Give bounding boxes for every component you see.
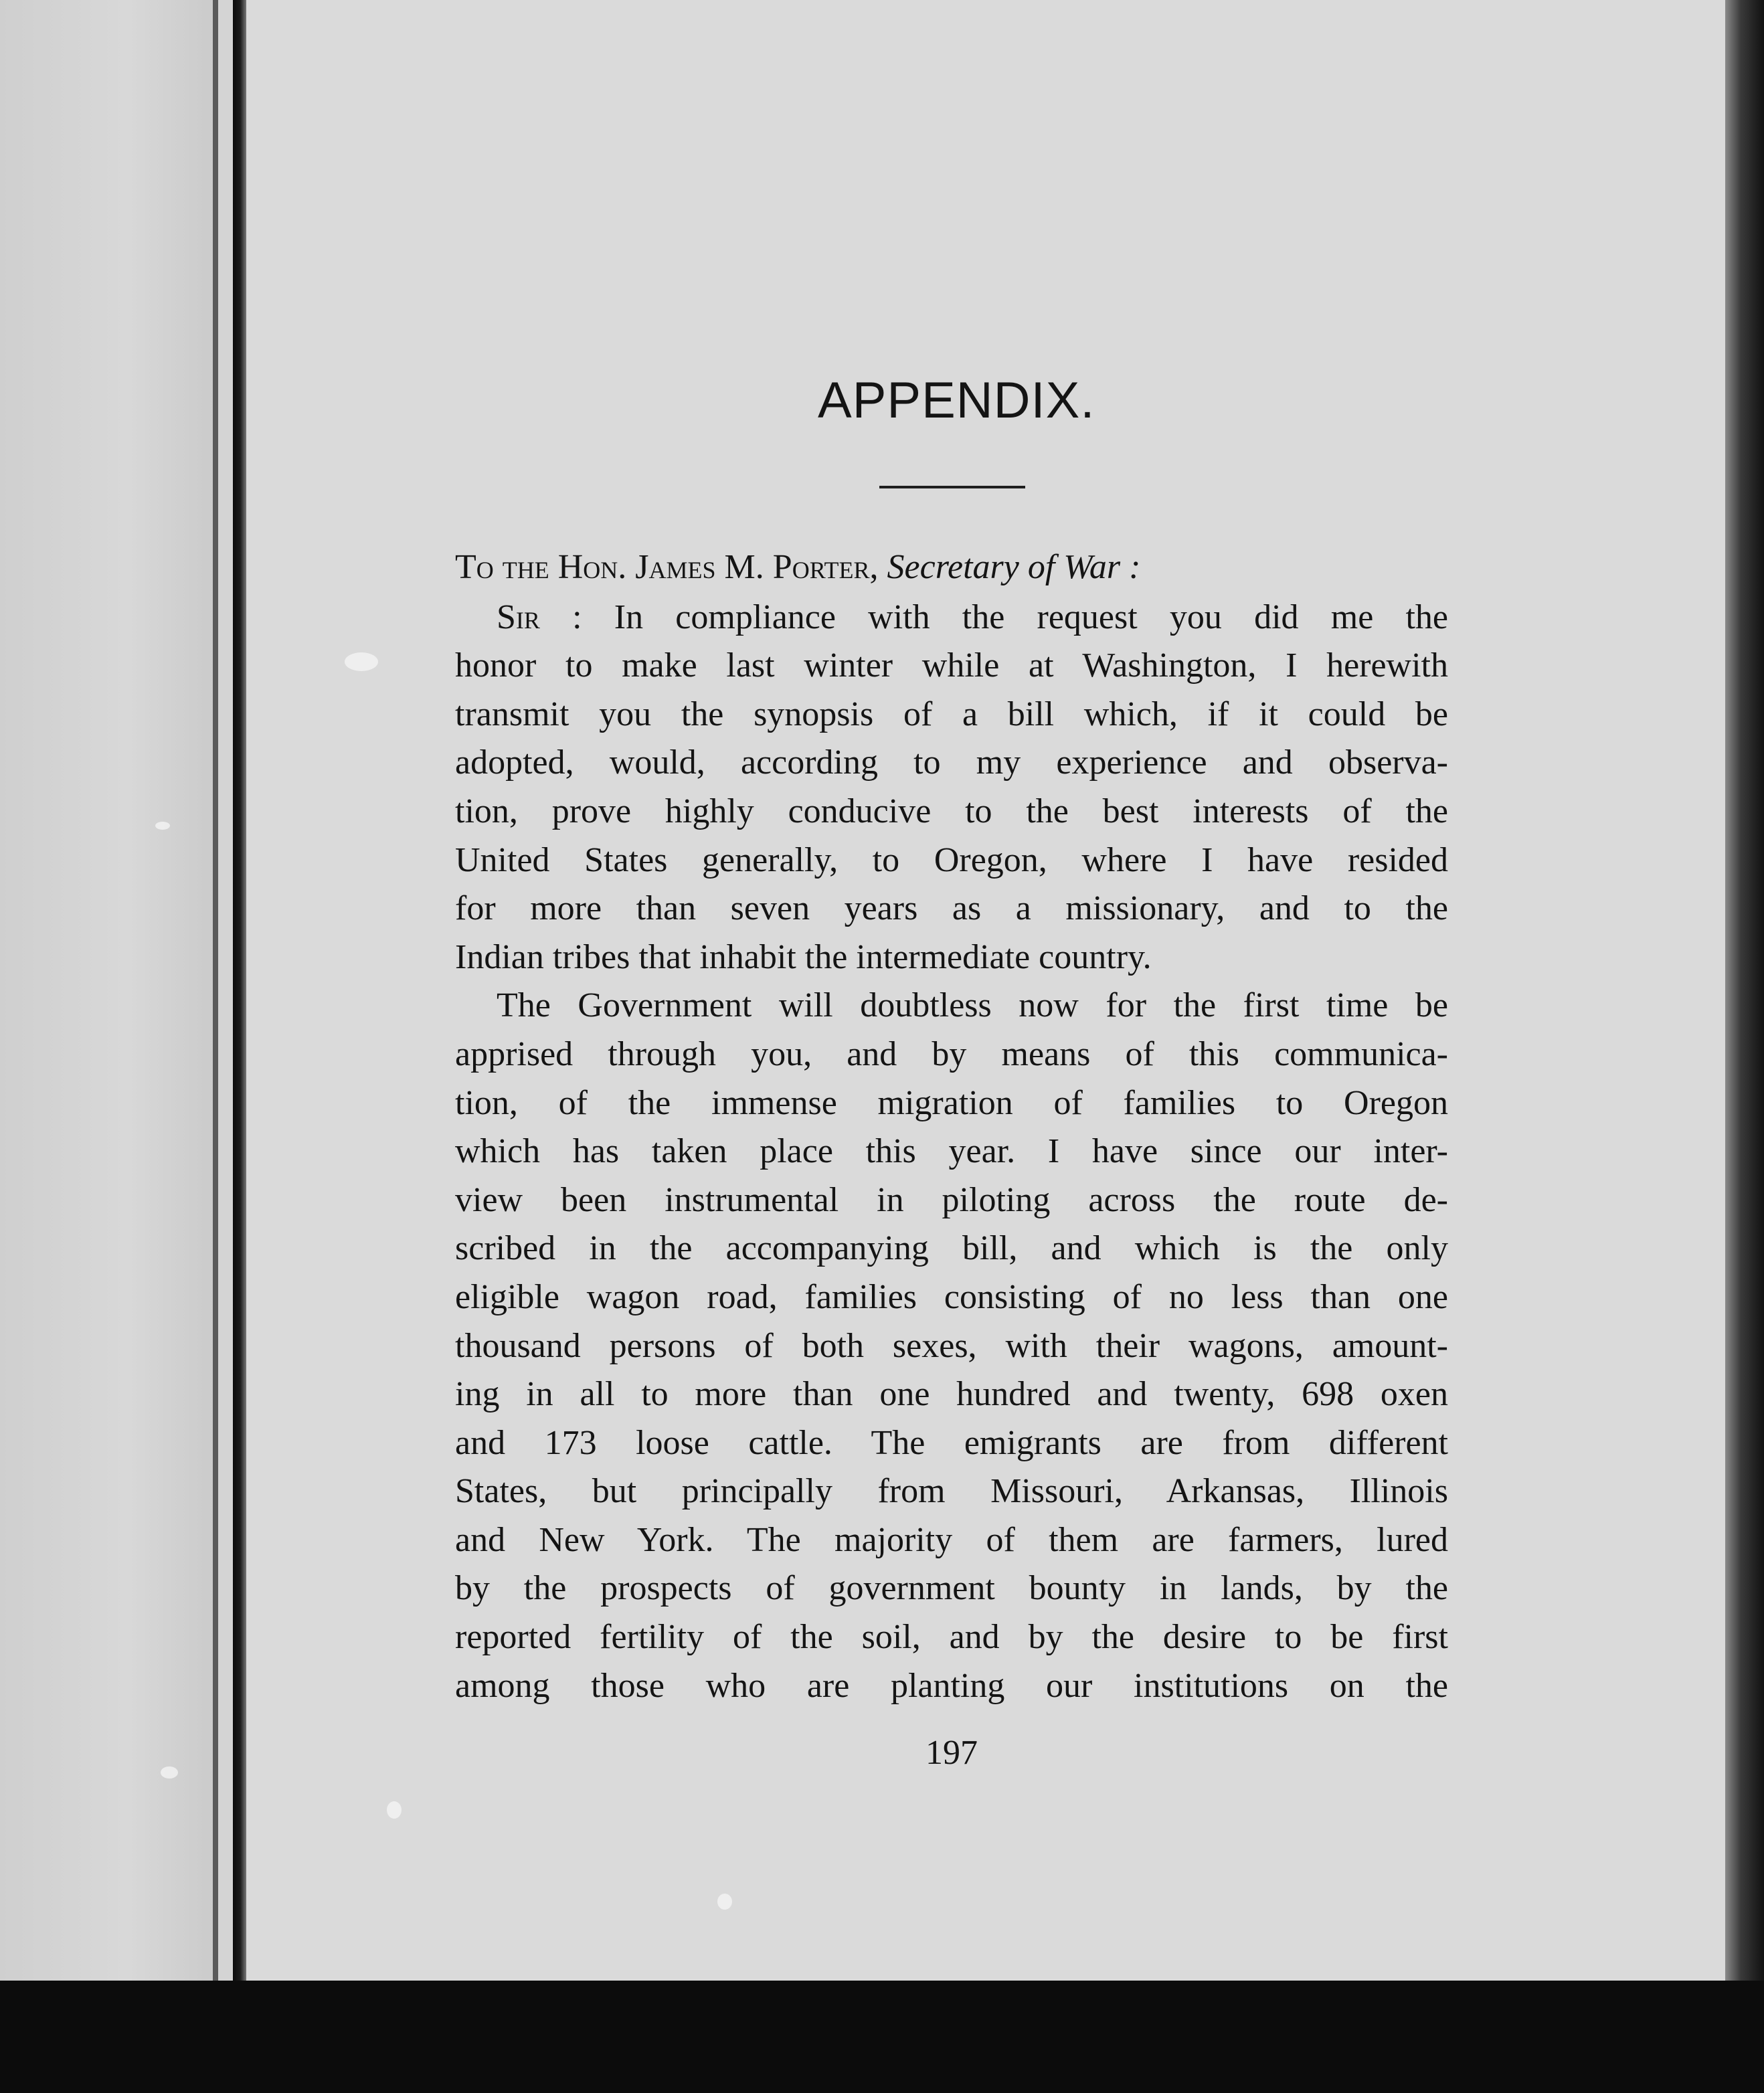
page-title: APPENDIX. xyxy=(818,372,1095,429)
text-line: reported fertility of the soil, and by the desire to be first xyxy=(455,1618,1448,1657)
text-line: honor to make last winter while at Washington, I herewith xyxy=(455,646,1448,685)
salutation-addressee: To the Hon. James M. Porter, xyxy=(455,548,879,586)
facing-page-edge xyxy=(0,0,213,1981)
text-line: and 173 loose cattle. The emigrants are from different xyxy=(455,1423,1448,1462)
text-line: adopted, would, according to my experience and observa- xyxy=(455,743,1448,782)
text-line: tion, of the immense migration of families to Oregon xyxy=(455,1083,1448,1122)
text-line: for more than seven years as a missionary, and to the xyxy=(455,889,1448,928)
scan-speck xyxy=(717,1894,732,1910)
scan-speck xyxy=(155,822,170,830)
text-line: among those who are planting our institutions on the xyxy=(455,1666,1448,1705)
text-line: The Government will doubtless now for the first time be xyxy=(497,986,1448,1025)
text-line: which has taken place this year. I have since our inter- xyxy=(455,1132,1448,1171)
salutation-line xyxy=(455,543,1448,592)
salutation-sir: Sir : xyxy=(497,598,582,636)
page-number: 197 xyxy=(925,1734,978,1772)
text-line: scribed in the accompanying bill, and which is the only xyxy=(455,1229,1448,1268)
body-text xyxy=(455,543,1448,1710)
text-line: tion, prove highly conducive to the best interests of the xyxy=(455,792,1448,830)
text-line: Indian tribes that inhabit the intermediate country. xyxy=(455,937,1152,976)
book-fold-shadow xyxy=(233,0,246,2001)
title-rule xyxy=(879,486,1025,488)
text-line: thousand persons of both sexes, with their wagons, amount- xyxy=(455,1326,1448,1365)
text-line: United States generally, to Oregon, where I have resided xyxy=(455,840,1448,879)
text-line: by the prospects of government bounty in lands, by the xyxy=(455,1569,1448,1608)
text-line: States, but principally from Missouri, Arkansas, Illinois xyxy=(455,1472,1448,1511)
text-line: Sir : In compliance with the request you did me the xyxy=(497,598,1448,636)
text-line: view been instrumental in piloting across the route de- xyxy=(455,1180,1448,1219)
scan-speck xyxy=(345,652,378,671)
salutation-title: Secretary of War : xyxy=(887,548,1141,586)
gutter-line xyxy=(213,0,218,1981)
page-right-edge xyxy=(1725,0,1764,1981)
scan-speck xyxy=(161,1766,178,1779)
text-line: transmit you the synopsis of a bill which, if it could be xyxy=(455,695,1448,733)
text-line: eligible wagon road, families consisting of no less than one xyxy=(455,1277,1448,1316)
text-line: ing in all to more than one hundred and twenty, 698 oxen xyxy=(455,1375,1448,1414)
scan-bottom-border xyxy=(0,1981,1764,2093)
text-line: and New York. The majority of them are farmers, lured xyxy=(455,1520,1448,1559)
text-line: apprised through you, and by means of this communica- xyxy=(455,1034,1448,1073)
scan-speck xyxy=(387,1801,402,1819)
